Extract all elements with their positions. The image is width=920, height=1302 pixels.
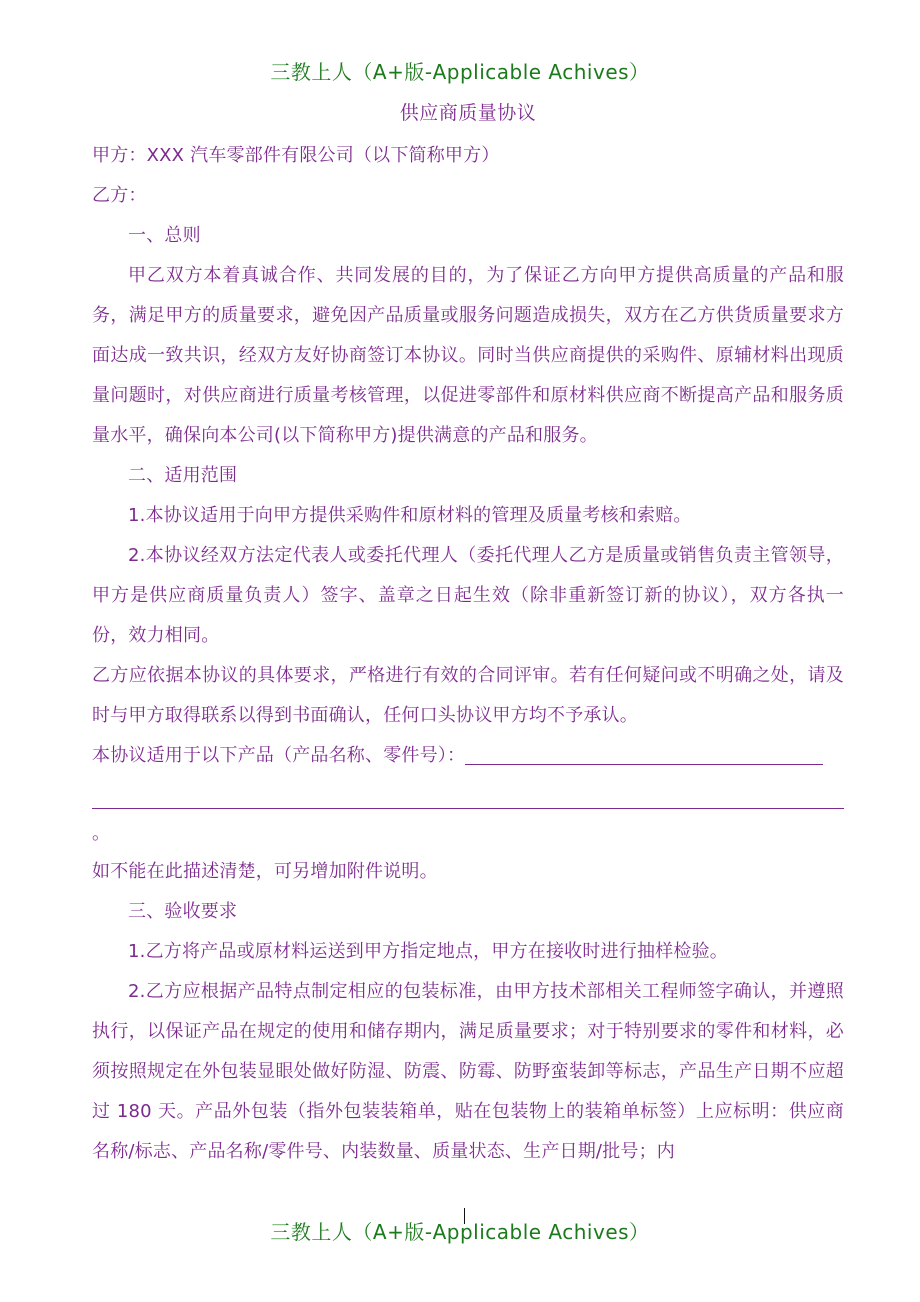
- footer-watermark: 三教上人（A+版-Applicable Achives）: [270, 1220, 650, 1244]
- header-watermark: 三教上人（A+版-Applicable Achives）: [270, 60, 650, 84]
- section-2-paragraph-3: 乙方应依据本协议的具体要求，严格进行有效的合同评审。若有任何疑问或不明确之处，请及时与甲方取得联系以得到书面确认，任何口头协议甲方均不予承认。: [92, 665, 844, 726]
- party-b-line: 乙方：: [92, 185, 147, 206]
- section-1-heading: 一、总则: [128, 225, 201, 246]
- section-1-body: 甲乙双方本着真诚合作、共同发展的目的，为了保证乙方向甲方提供高质量的产品和服务，满足甲方的质量要求，避免因产品质量或服务问题造成损失，双方在乙方供货质量要求方面达成一致共识，经双方友好协商签订本协议。同时当供应商提供的采购件、原辅材料出现质量问题时，对供应商进行质量考核管理，以促进零部件和原材料供应商不断提高产品和服务质量水平，确保向本公司(以下简称甲方)提供满意的产品和服务。: [92, 265, 844, 446]
- section-2-item-2: 2.本协议经双方法定代表人或委托代理人（委托代理人乙方是质量或销售负责主管领导，甲方是供应商质量负责人）签字、盖章之日起生效（除非重新签订新的协议），双方各执一份，效力相同。: [92, 545, 844, 646]
- section-2-item-1: 1.本协议适用于向甲方提供采购件和原材料的管理及质量考核和索赔。: [128, 505, 692, 526]
- section-3-item-1: 1.乙方将产品或原材料运送到甲方指定地点，甲方在接收时进行抽样检验。: [128, 941, 728, 962]
- applicable-products-blank-1[interactable]: [465, 744, 823, 765]
- document-body: [92, 96, 844, 1172]
- page-title: 供应商质量协议: [399, 102, 537, 124]
- section-2-heading: 二、适用范围: [128, 465, 238, 486]
- applicable-products-period: 。: [92, 823, 110, 844]
- party-a-line: 甲方：XXX 汽车零部件有限公司（以下简称甲方）: [92, 145, 500, 166]
- applicable-products-blank-2[interactable]: [92, 776, 844, 816]
- attachment-note: 如不能在此描述清楚，可另增加附件说明。: [92, 861, 438, 882]
- section-3-item-2: 2.乙方应根据产品特点制定相应的包装标准，由甲方技术部相关工程师签字确认，并遵照执行，以保证产品在规定的使用和储存期内，满足质量要求；对于特别要求的零件和材料，必须按照规定在外包装显眼处做好防湿、防震、防霉、防野蛮装卸等标志，产品生产日期不应超过 180 天。产品外包装（指外包装装箱单，贴在包装物上的装箱单标签）上应标明：供应商名称/标志、产品名称/零件号、内装数量、质量状态、生产日期/批号；内: [92, 981, 844, 1162]
- applicable-products-line: [92, 736, 844, 776]
- section-3-heading: 三、验收要求: [128, 901, 238, 922]
- applicable-products-label: 本协议适用于以下产品（产品名称、零件号）：: [92, 745, 466, 766]
